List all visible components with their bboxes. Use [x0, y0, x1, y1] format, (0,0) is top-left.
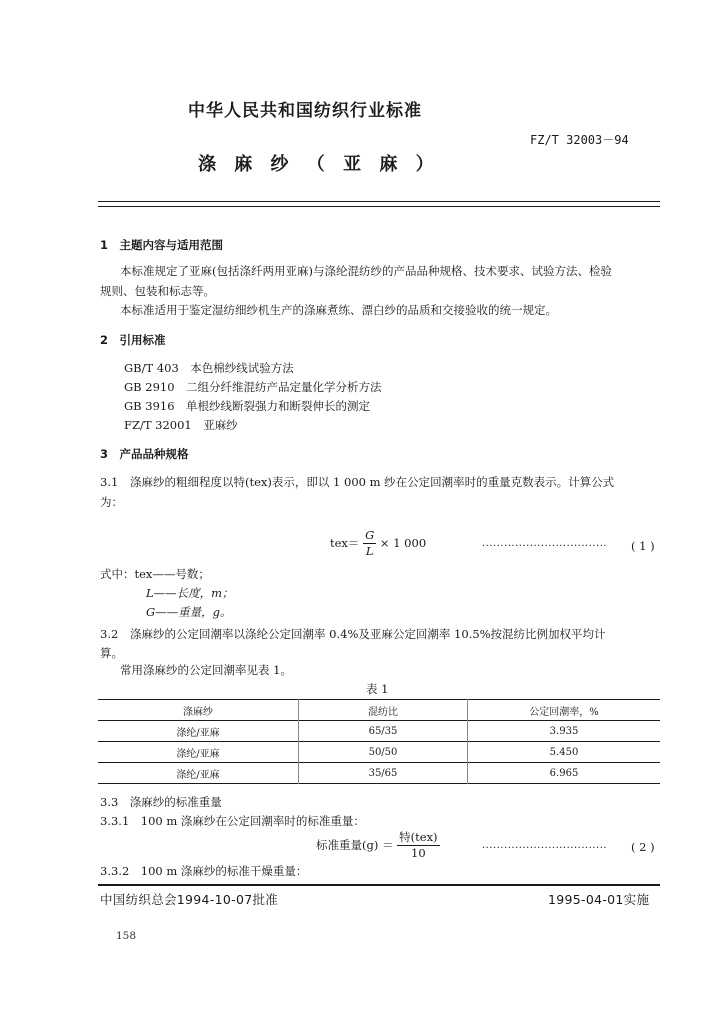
clause-3-2-line-3: 常用涤麻纱的公定回潮率见表 1。 — [120, 663, 292, 677]
section-1-para-1-line-2: 规则、包装和标志等。 — [100, 284, 215, 298]
formula-1-lhs: tex＝ — [330, 536, 360, 550]
section-1-heading: 1 主题内容与适用范围 — [100, 238, 224, 252]
table-header-cell: 涤麻纱 — [183, 706, 213, 718]
clause-3-1-line-2: 为： — [100, 495, 123, 509]
formula-1-rhs: × 1 000 — [379, 536, 427, 550]
clause-3-1-line-1: 涤麻纱的粗细程度以特(tex)表示，即以 1 000 m 纱在公定回潮率时的重量克数表示。计算公式 — [130, 475, 615, 489]
formula-1-denominator: L — [365, 544, 374, 558]
table-cell: 涤纶/亚麻 — [176, 727, 220, 739]
issuing-authority-title: 中华人民共和国纺织行业标准 — [188, 101, 422, 121]
formula-1 — [330, 528, 426, 559]
page-number: 158 — [116, 930, 137, 942]
section-3-heading: 3 产品品种规格 — [100, 447, 189, 461]
effective-date-line: 1995-04-01实施 — [548, 892, 650, 907]
clause-3-2-line-1: 涤麻纱的公定回潮率以涤纶公定回潮率 0.4%及亚麻公定回潮率 10.5%按混纺比例加权平均计 — [130, 627, 606, 641]
standard-code: FZ/T 32003－94 — [530, 133, 629, 147]
clause-3-1-number: 3.1 — [100, 475, 119, 489]
formula-2-lhs: 标准重量(g) ＝ — [316, 838, 394, 852]
table-cell: 50/50 — [299, 742, 468, 763]
table-cell: 65/35 — [299, 721, 468, 742]
section-1-para-1-line-1: 本标准规定了亚麻(包括涤纤两用亚麻)与涤纶混纺纱的产品品种规格、技术要求、试验方法、检验 — [120, 264, 612, 278]
header-rule-top — [98, 201, 660, 202]
where-weight: G——重量，g。 — [146, 605, 232, 619]
table-cell: 6.965 — [468, 763, 661, 784]
reference-item: GB/T 403 本色棉纱线试验方法 — [124, 361, 294, 375]
formula-2-numerator: 特(tex) — [399, 830, 438, 844]
formula-2-fraction — [397, 830, 439, 861]
table-1-caption: 表 1 — [366, 682, 389, 696]
table-row — [98, 721, 660, 742]
formula-2 — [316, 830, 440, 861]
clause-3-3-1: 3.3.1 100 m 涤麻纱在公定回潮率时的标准重量： — [100, 814, 365, 828]
reference-item: GB 2910 二组分纤维混纺产品定量化学分析方法 — [124, 380, 382, 394]
formula-2-denominator: 10 — [411, 846, 426, 860]
formula-1-fraction — [363, 528, 376, 559]
table-cell: 涤纶/亚麻 — [176, 769, 220, 781]
table-row — [98, 763, 660, 784]
clause-3-3: 3.3 涤麻纱的标准重量 — [100, 795, 222, 809]
footer-rule — [98, 884, 660, 886]
table-header-cell: 混纺比 — [299, 700, 468, 721]
table-header-cell: 公定回潮率，% — [468, 700, 661, 721]
approval-line: 中国纺织总会1994-10-07批准 — [100, 892, 279, 907]
where-length: L——长度，m； — [146, 586, 234, 600]
where-intro: 式中：tex——号数； — [100, 567, 210, 581]
clause-3-3-2: 3.3.2 100 m 涤麻纱的标准干燥重量： — [100, 864, 308, 878]
table-cell: 涤纶/亚麻 — [176, 748, 220, 760]
reference-item: GB 3916 单根纱线断裂强力和断裂伸长的测定 — [124, 399, 371, 413]
section-1-para-2: 本标准适用于鉴定湿纺细纱机生产的涤麻煮练、漂白纱的品质和交接验收的统一规定。 — [120, 303, 557, 317]
formula-1-label: ( 1 ) — [631, 539, 655, 553]
table-cell: 3.935 — [468, 721, 661, 742]
table-row — [98, 742, 660, 763]
formula-1-leader: ·································· — [482, 541, 608, 552]
table-cell: 5.450 — [468, 742, 661, 763]
formula-2-label: ( 2 ) — [631, 840, 655, 854]
clause-3-2-number: 3.2 — [100, 627, 119, 641]
clause-3-2-line-2: 算。 — [100, 646, 123, 660]
reference-item: FZ/T 32001 亚麻纱 — [124, 418, 238, 432]
table-cell: 35/65 — [299, 763, 468, 784]
section-2-heading: 2 引用标准 — [100, 333, 166, 347]
table-1 — [98, 699, 660, 784]
table-header-row — [98, 700, 660, 721]
document-title: 涤 麻 纱 （ 亚 麻 ） — [198, 154, 440, 175]
header-rule-bottom — [98, 206, 660, 207]
formula-2-leader: ·································· — [482, 843, 608, 854]
formula-1-numerator: G — [365, 528, 375, 542]
